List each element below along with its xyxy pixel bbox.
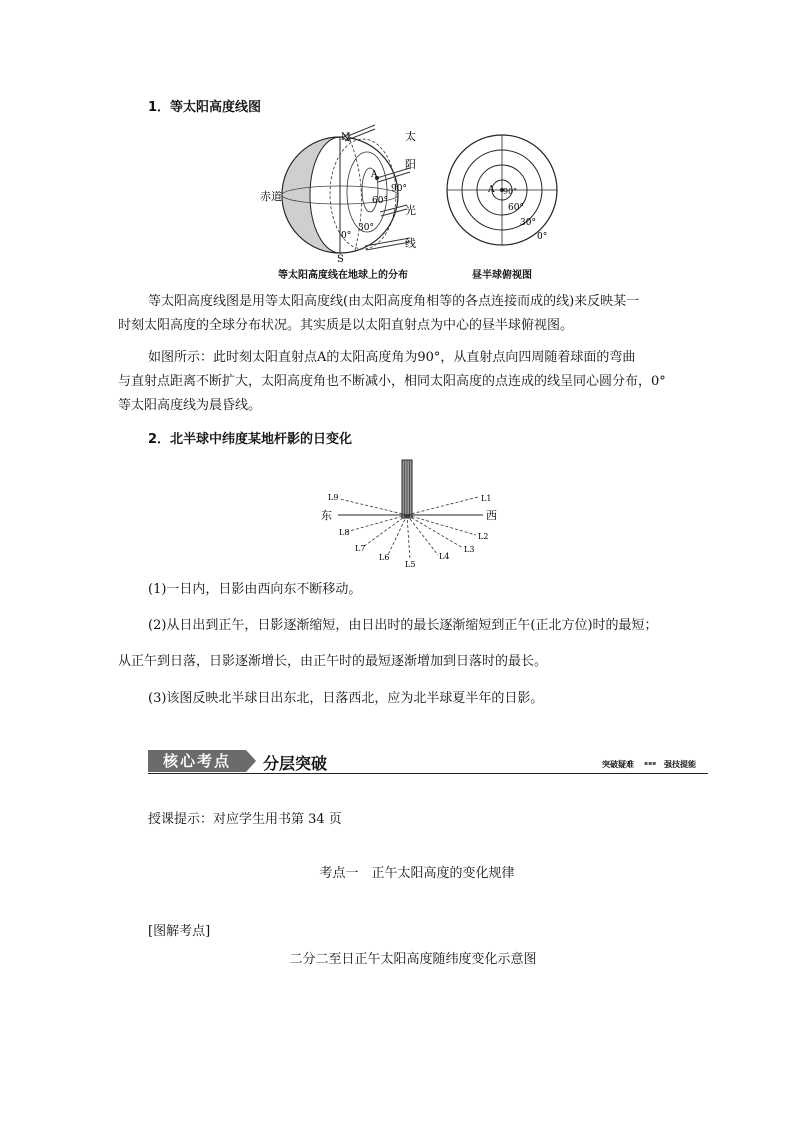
sun-char-2: 阳 — [405, 158, 416, 171]
para2-line2: 与直射点距离不断扩大，太阳高度角也不断减小，相同太阳高度的点连成的线呈同心圆分布，0° — [118, 374, 666, 389]
globe-n-label: N — [341, 132, 350, 143]
shadow-l7-label: L7 — [355, 544, 366, 553]
shadow-l3-label: L3 — [464, 545, 475, 554]
plan-60-label: 60° — [508, 203, 524, 213]
plan-30-label: 30° — [520, 218, 536, 228]
globe-90-label: 90° — [391, 184, 407, 194]
globe-a-label: A — [371, 170, 378, 180]
west-label: 西 — [486, 509, 497, 522]
banner-core-label: 核心考点 — [148, 750, 246, 772]
plan-0-label: 0° — [537, 232, 548, 242]
para2-line1: 如图所示：此时刻太阳直射点A的太阳高度角为90°，从直射点向四周随着球面的弯曲 — [148, 350, 636, 365]
item3: (3)该图反映北半球日出东北，日落西北，应为北半球夏半年的日影。 — [148, 691, 544, 706]
para1-line2: 时刻太阳高度的全球分布状况。其实质是以太阳直射点为中心的昼半球俯视图。 — [118, 318, 574, 333]
item1: (1)一日内，日影由西向东不断移动。 — [148, 582, 362, 597]
banner-tag-dots: ▪▪▪ — [644, 760, 657, 767]
sun-char-3: 光 — [405, 204, 416, 217]
kaodian-title: 考点一 正午太阳高度的变化规律 — [319, 866, 515, 881]
plan-caption: 昼半球俯视图 — [472, 270, 532, 281]
para2-line3: 等太阳高度线为晨昏线。 — [118, 398, 262, 413]
globe-0-label: 0° — [341, 231, 352, 241]
banner-layer-label: 分层突破 — [263, 754, 328, 773]
shadow-l9-label: L9 — [328, 493, 339, 502]
section-banner — [148, 750, 708, 774]
east-label: 东 — [321, 509, 332, 522]
plan-90-label: 90° — [503, 187, 518, 196]
banner-arrow — [246, 750, 256, 772]
shadow-l1-label: L1 — [481, 494, 492, 503]
section2-heading: 2．北半球中纬度某地杆影的日变化 — [148, 432, 353, 447]
banner-tag-left: 突破疑难 — [602, 759, 634, 769]
globe-30-label: 30° — [358, 223, 374, 233]
shadow-l4-label: L4 — [439, 552, 450, 561]
plan-a-label: A — [488, 185, 495, 195]
section1-heading: 1．等太阳高度线图 — [148, 100, 262, 115]
para1-line1: 等太阳高度线图是用等太阳高度线(由太阳高度角相等的各点连接而成的线)来反映某一 — [148, 294, 640, 309]
banner-rule — [148, 773, 708, 774]
globe-s-label: S — [337, 254, 344, 265]
shadow-l5-label: L5 — [405, 560, 416, 569]
banner-tag-right: 强技提能 — [664, 759, 696, 769]
shadow-l6-label: L6 — [379, 553, 390, 562]
shadow-l8-label: L8 — [339, 528, 350, 537]
item2-line2: 从正午到日落，日影逐渐增长，由正午时的最短逐渐增加到日落时的最长。 — [118, 654, 548, 669]
figure-title: 二分二至日正午太阳高度随纬度变化示意图 — [289, 952, 537, 967]
globe-sun-altitude-diagram — [255, 120, 430, 270]
pole-shadow-diagram — [318, 455, 498, 575]
sun-char-1: 太 — [405, 130, 416, 143]
item2-line1: (2)从日出到正午，日影逐渐缩短，由日出时的最长逐渐缩短到正午(正北方位)时的最短； — [148, 618, 658, 633]
tujie-label: [图解考点] — [148, 924, 211, 939]
lesson-note: 授课提示：对应学生用书第 34 页 — [148, 812, 342, 827]
day-hemisphere-plan-diagram — [445, 128, 560, 263]
globe-60-label: 60° — [372, 196, 388, 206]
equator-label: 赤道 — [260, 190, 282, 203]
sun-char-4: 线 — [405, 237, 416, 250]
globe-caption: 等太阳高度线在地球上的分布 — [278, 270, 408, 281]
shadow-l2-label: L2 — [478, 532, 489, 541]
